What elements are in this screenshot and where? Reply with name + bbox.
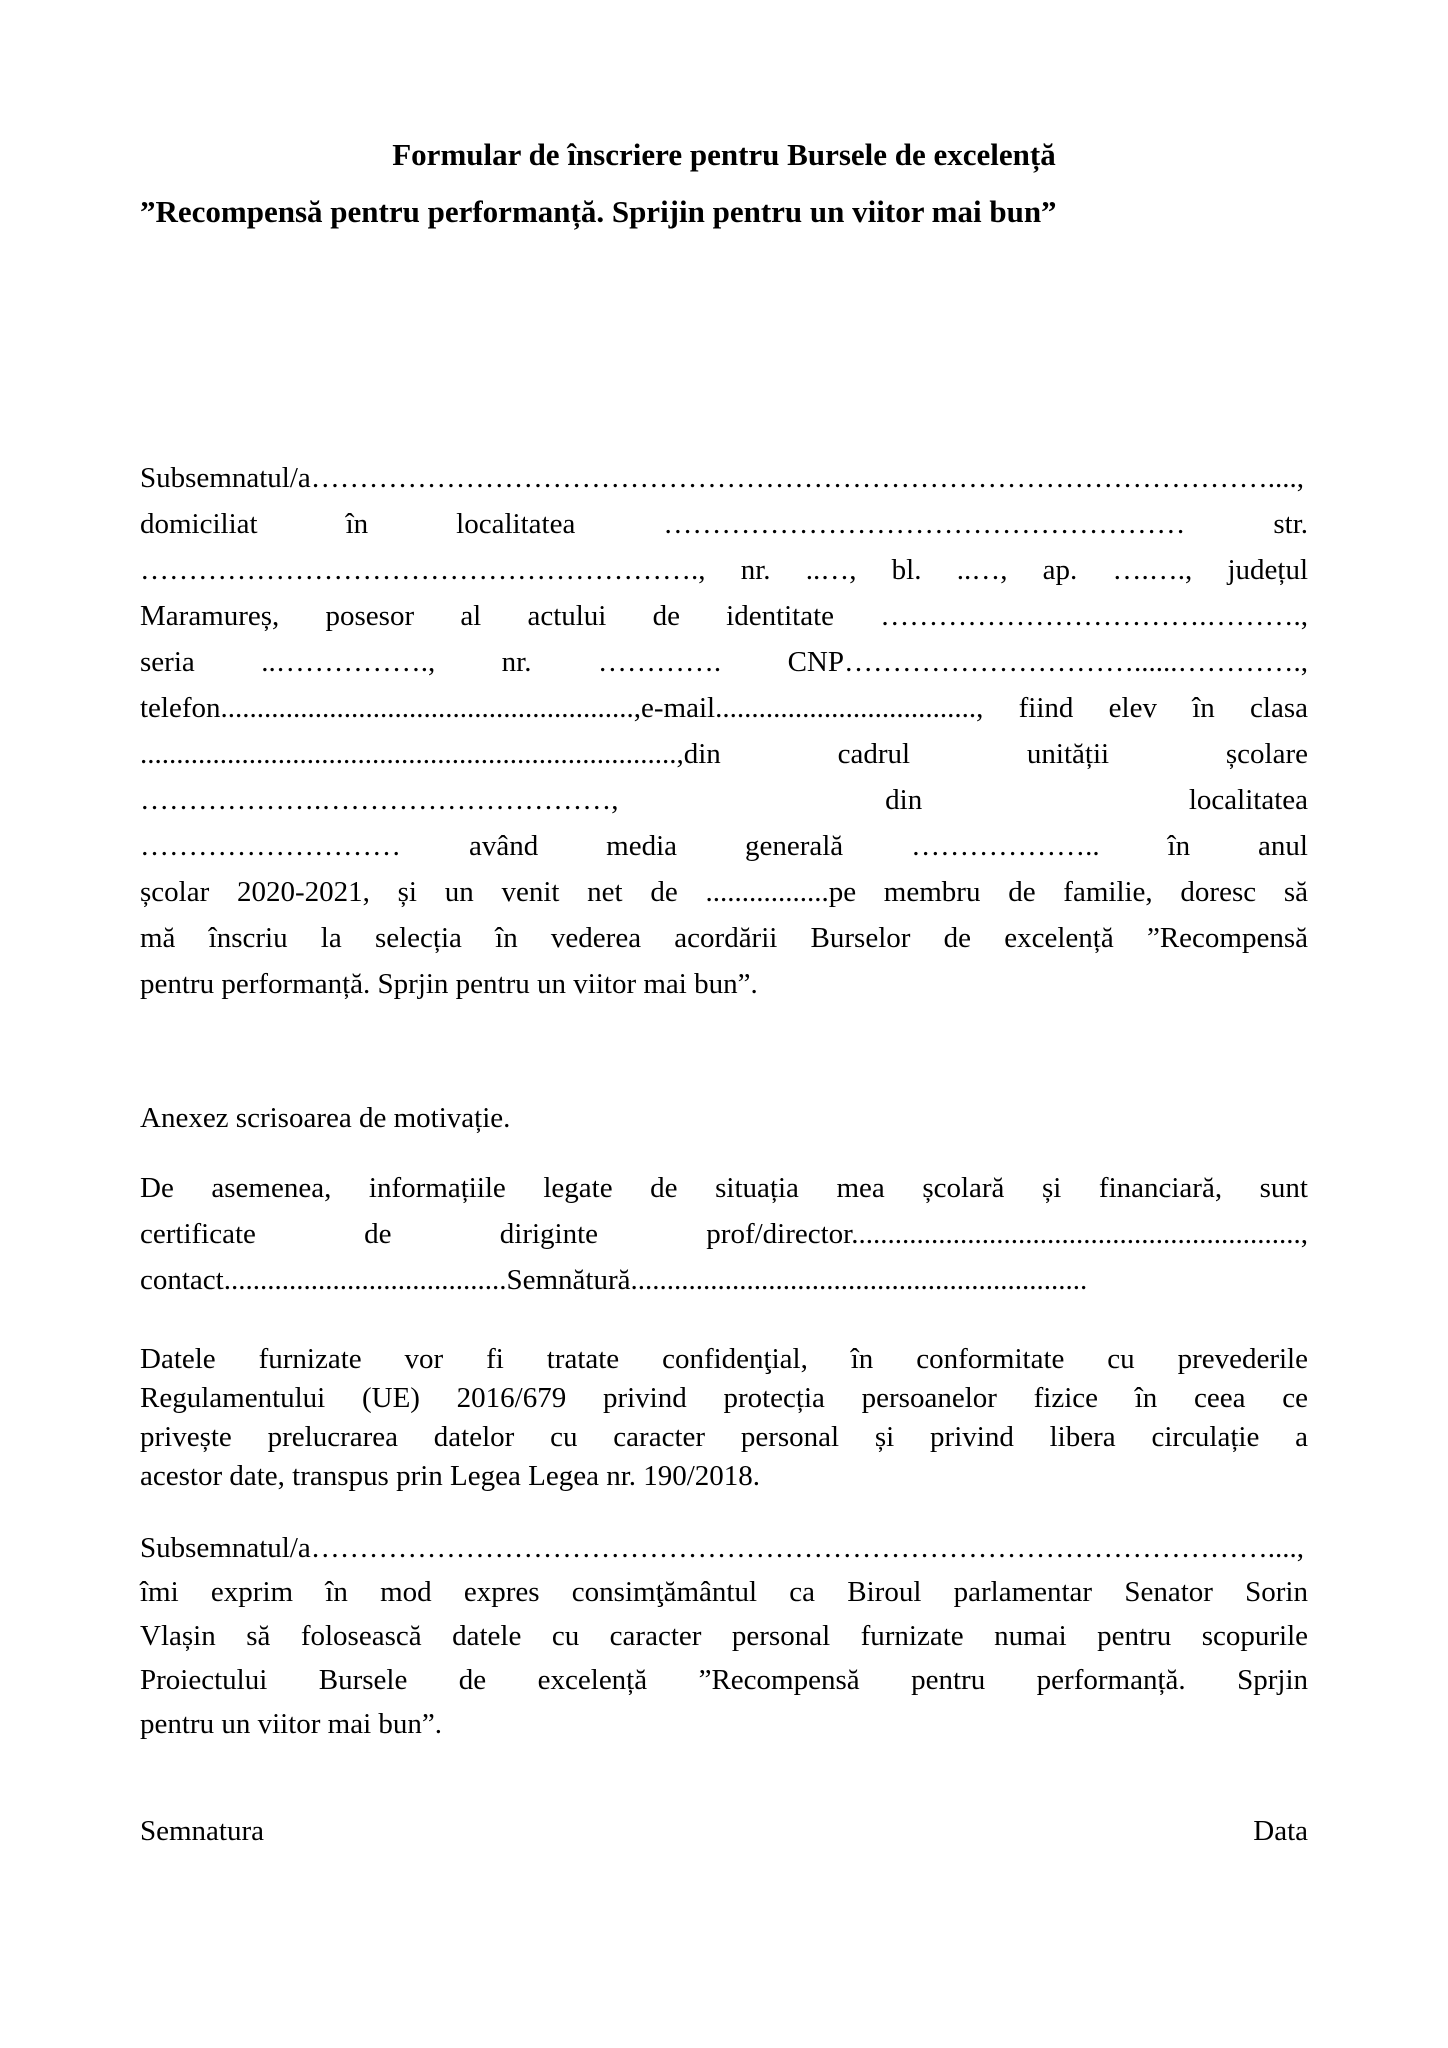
paragraph-line: mă înscriu la selecția în vederea acordării Burselor de excelență ”Recompensă [140,922,1308,954]
paragraph-line: Subsemnatul/a………………………………………………………………………………………...., [140,1532,1305,1564]
paragraph-line: Subsemnatul/a………………………………………………………………………………………...., [140,462,1305,494]
paragraph-line: Maramureș, posesor al actului de identitate …………………………….………., [140,600,1308,632]
paragraph-line: …………………………………………………., nr. ..…, bl. ..…, ap. ….…., județul [140,554,1308,586]
consent-paragraph [140,1526,1308,1746]
document-subtitle: ”Recompensă pentru performanță. Sprijin pentru un viitor mai bun” [140,194,1057,229]
paragraph-line: pentru un viitor mai bun”. [140,1708,443,1740]
date-label: Data [1253,1815,1308,1847]
paragraph-line: contact.......................................Semnătură............................................................... [140,1264,1088,1296]
paragraph-line: domiciliat în localitatea ……………………………………………… str. [140,508,1308,540]
paragraph-line: ..........................................................................,din cadrul unității școlare [140,738,1308,770]
paragraph-line: școlar 2020-2021, și un venit net de .................pe membru de familie, doresc să [140,876,1308,908]
paragraph-line: certificate de diriginte prof/director.............................................................., [140,1218,1308,1250]
paragraph-line: De asemenea, informațiile legate de situația mea școlară și financiară, sunt [140,1172,1308,1204]
paragraph-line: telefon.........................................................,e-mail...................................., fiind elev în clasa [140,692,1308,724]
paragraph-line: Proiectului Bursele de excelență ”Recompensă pentru performanță. Sprjin [140,1664,1308,1696]
paragraph-line: îmi exprim în mod expres consimţământul ca Biroul parlamentar Senator Sorin [140,1576,1308,1608]
gdpr-paragraph [140,1340,1308,1496]
paragraph-line: Vlașin să folosească datele cu caracter personal furnizate numai pentru scopurile [140,1620,1308,1652]
paragraph-line: privește prelucrarea datelor cu caracter personal și privind libera circulație a [140,1421,1308,1453]
document-content [140,0,1308,1854]
signature-label: Semnatura [140,1815,265,1847]
signature-row [140,1808,1308,1854]
paragraph-line: Anexez scrisoarea de motivație. [140,1102,511,1134]
attachment-note [140,1095,1308,1141]
applicant-details-paragraph [140,455,1308,1007]
paragraph-line: Regulamentului (UE) 2016/679 privind protecția persoanelor fizice în ceea ce [140,1382,1308,1414]
paragraph-line: ……………………… având media generală ……………….. în anul [140,830,1308,862]
document-title: Formular de înscriere pentru Bursele de excelență [392,137,1056,172]
paragraph-line: Datele furnizate vor fi tratate confidenţial, în conformitate cu prevederile [140,1343,1308,1375]
paragraph-line: pentru performanță. Sprjin pentru un viitor mai bun”. [140,968,758,1000]
paragraph-line: seria ..……………., nr. …………. CNP…………………………......…………., [140,646,1308,678]
paragraph-line: acestor date, transpus prin Legea Legea nr. 190/2018. [140,1460,761,1492]
certification-paragraph [140,1165,1308,1303]
paragraph-line: ……………….…………………………, din localitatea [140,784,1308,816]
